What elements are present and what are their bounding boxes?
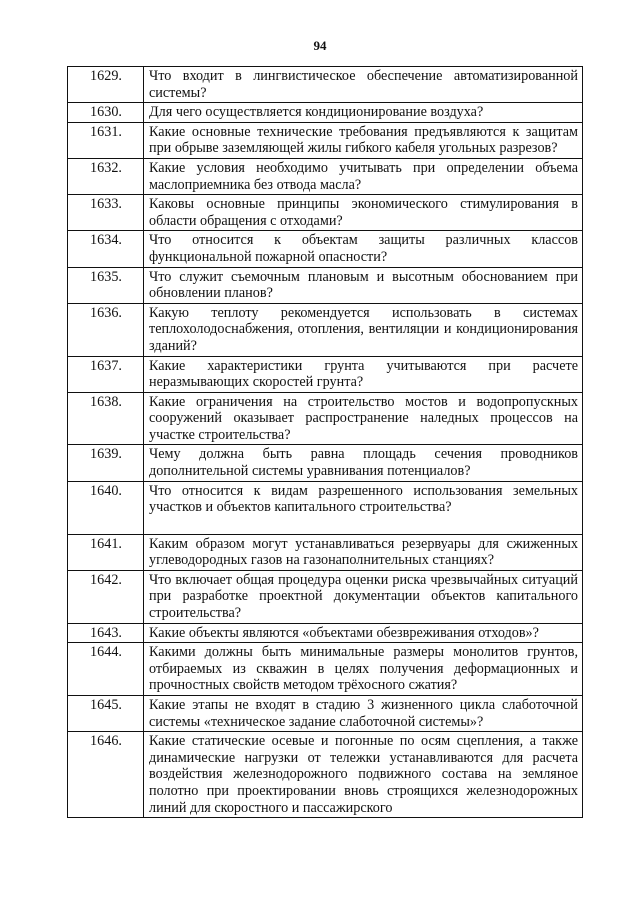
table-row — [68, 303, 583, 356]
table-row — [68, 67, 583, 103]
question-text: Что относится к объектам защиты различных классов функциональной пожарной опасности? — [144, 231, 583, 267]
question-text: Каким образом могут устанавливаться резервуары для сжиженных углеводородных газов на газонаполнительных станциях? — [144, 534, 583, 570]
question-text: Какие условия необходимо учитывать при определении объема маслоприемника без отвода масла? — [144, 158, 583, 194]
question-number: 1644. — [68, 643, 144, 696]
table-row — [68, 356, 583, 392]
table-row — [68, 570, 583, 623]
question-number: 1632. — [68, 158, 144, 194]
question-number: 1646. — [68, 732, 144, 818]
question-number: 1638. — [68, 392, 144, 445]
question-number: 1635. — [68, 267, 144, 303]
question-text: Что входит в лингвистическое обеспечение автоматизированной системы? — [144, 67, 583, 103]
table-row — [68, 231, 583, 267]
question-text: Какие статические осевые и погонные по осям сцепления, а также динамические нагрузки от тележки устанавливаются для расчета воздействия железнодорожного подвижного состава на земляное полотно при проектировании вновь строящихся железнодорожных линий для скоростного и пассажирского — [144, 732, 583, 818]
table-row — [68, 122, 583, 158]
question-number: 1634. — [68, 231, 144, 267]
table-row — [68, 267, 583, 303]
question-text: Для чего осуществляется кондиционирование воздуха? — [144, 103, 583, 123]
table-row — [68, 481, 583, 534]
question-text: Что служит съемочным плановым и высотным обоснованием при обновлении планов? — [144, 267, 583, 303]
table-row — [68, 732, 583, 818]
question-text: Какую теплоту рекомендуется использовать в системах теплохолодоснабжения, отопления, вентиляции и кондиционирования зданий? — [144, 303, 583, 356]
question-text: Какие характеристики грунта учитываются при расчете неразмывающих скоростей грунта? — [144, 356, 583, 392]
question-number: 1633. — [68, 195, 144, 231]
question-text: Какими должны быть минимальные размеры монолитов грунтов, отбираемых из скважин в целях получения деформационных и прочностных свойств методом трёхосного сжатия? — [144, 643, 583, 696]
question-text: Какие основные технические требования предъявляются к защитам при обрыве заземляющей жилы гибкого кабеля угольных разрезов? — [144, 122, 583, 158]
question-text: Что относится к видам разрешенного использования земельных участков и объектов капитального строительства? — [144, 481, 583, 534]
question-text: Какие объекты являются «объектами обезвреживания отходов»? — [144, 623, 583, 643]
table-row — [68, 623, 583, 643]
table-row — [68, 103, 583, 123]
question-number: 1636. — [68, 303, 144, 356]
question-text: Что включает общая процедура оценки риска чрезвычайных ситуаций при разработке проектной документации объектов капитального строительства? — [144, 570, 583, 623]
question-number: 1637. — [68, 356, 144, 392]
question-text: Какие этапы не входят в стадию 3 жизненного цикла слаботочной системы «техническое задание слаботочной системы»? — [144, 696, 583, 732]
question-text: Каковы основные принципы экономического стимулирования в области обращения с отходами? — [144, 195, 583, 231]
page-number: 94 — [313, 38, 327, 53]
table-row — [68, 696, 583, 732]
table-row — [68, 534, 583, 570]
question-number: 1630. — [68, 103, 144, 123]
question-number: 1631. — [68, 122, 144, 158]
table-row — [68, 643, 583, 696]
question-text: Чему должна быть равна площадь сечения проводников дополнительной системы уравнивания потенциалов? — [144, 445, 583, 481]
table-row — [68, 445, 583, 481]
questions-table — [67, 66, 583, 818]
question-number: 1640. — [68, 481, 144, 534]
question-number: 1639. — [68, 445, 144, 481]
question-number: 1629. — [68, 67, 144, 103]
question-number: 1641. — [68, 534, 144, 570]
table-row — [68, 195, 583, 231]
question-number: 1645. — [68, 696, 144, 732]
table-row — [68, 392, 583, 445]
question-number: 1642. — [68, 570, 144, 623]
table-row — [68, 158, 583, 194]
question-number: 1643. — [68, 623, 144, 643]
question-text: Какие ограничения на строительство мостов и водопропускных сооружений оказывает распространение наледных процессов на участке строительства? — [144, 392, 583, 445]
